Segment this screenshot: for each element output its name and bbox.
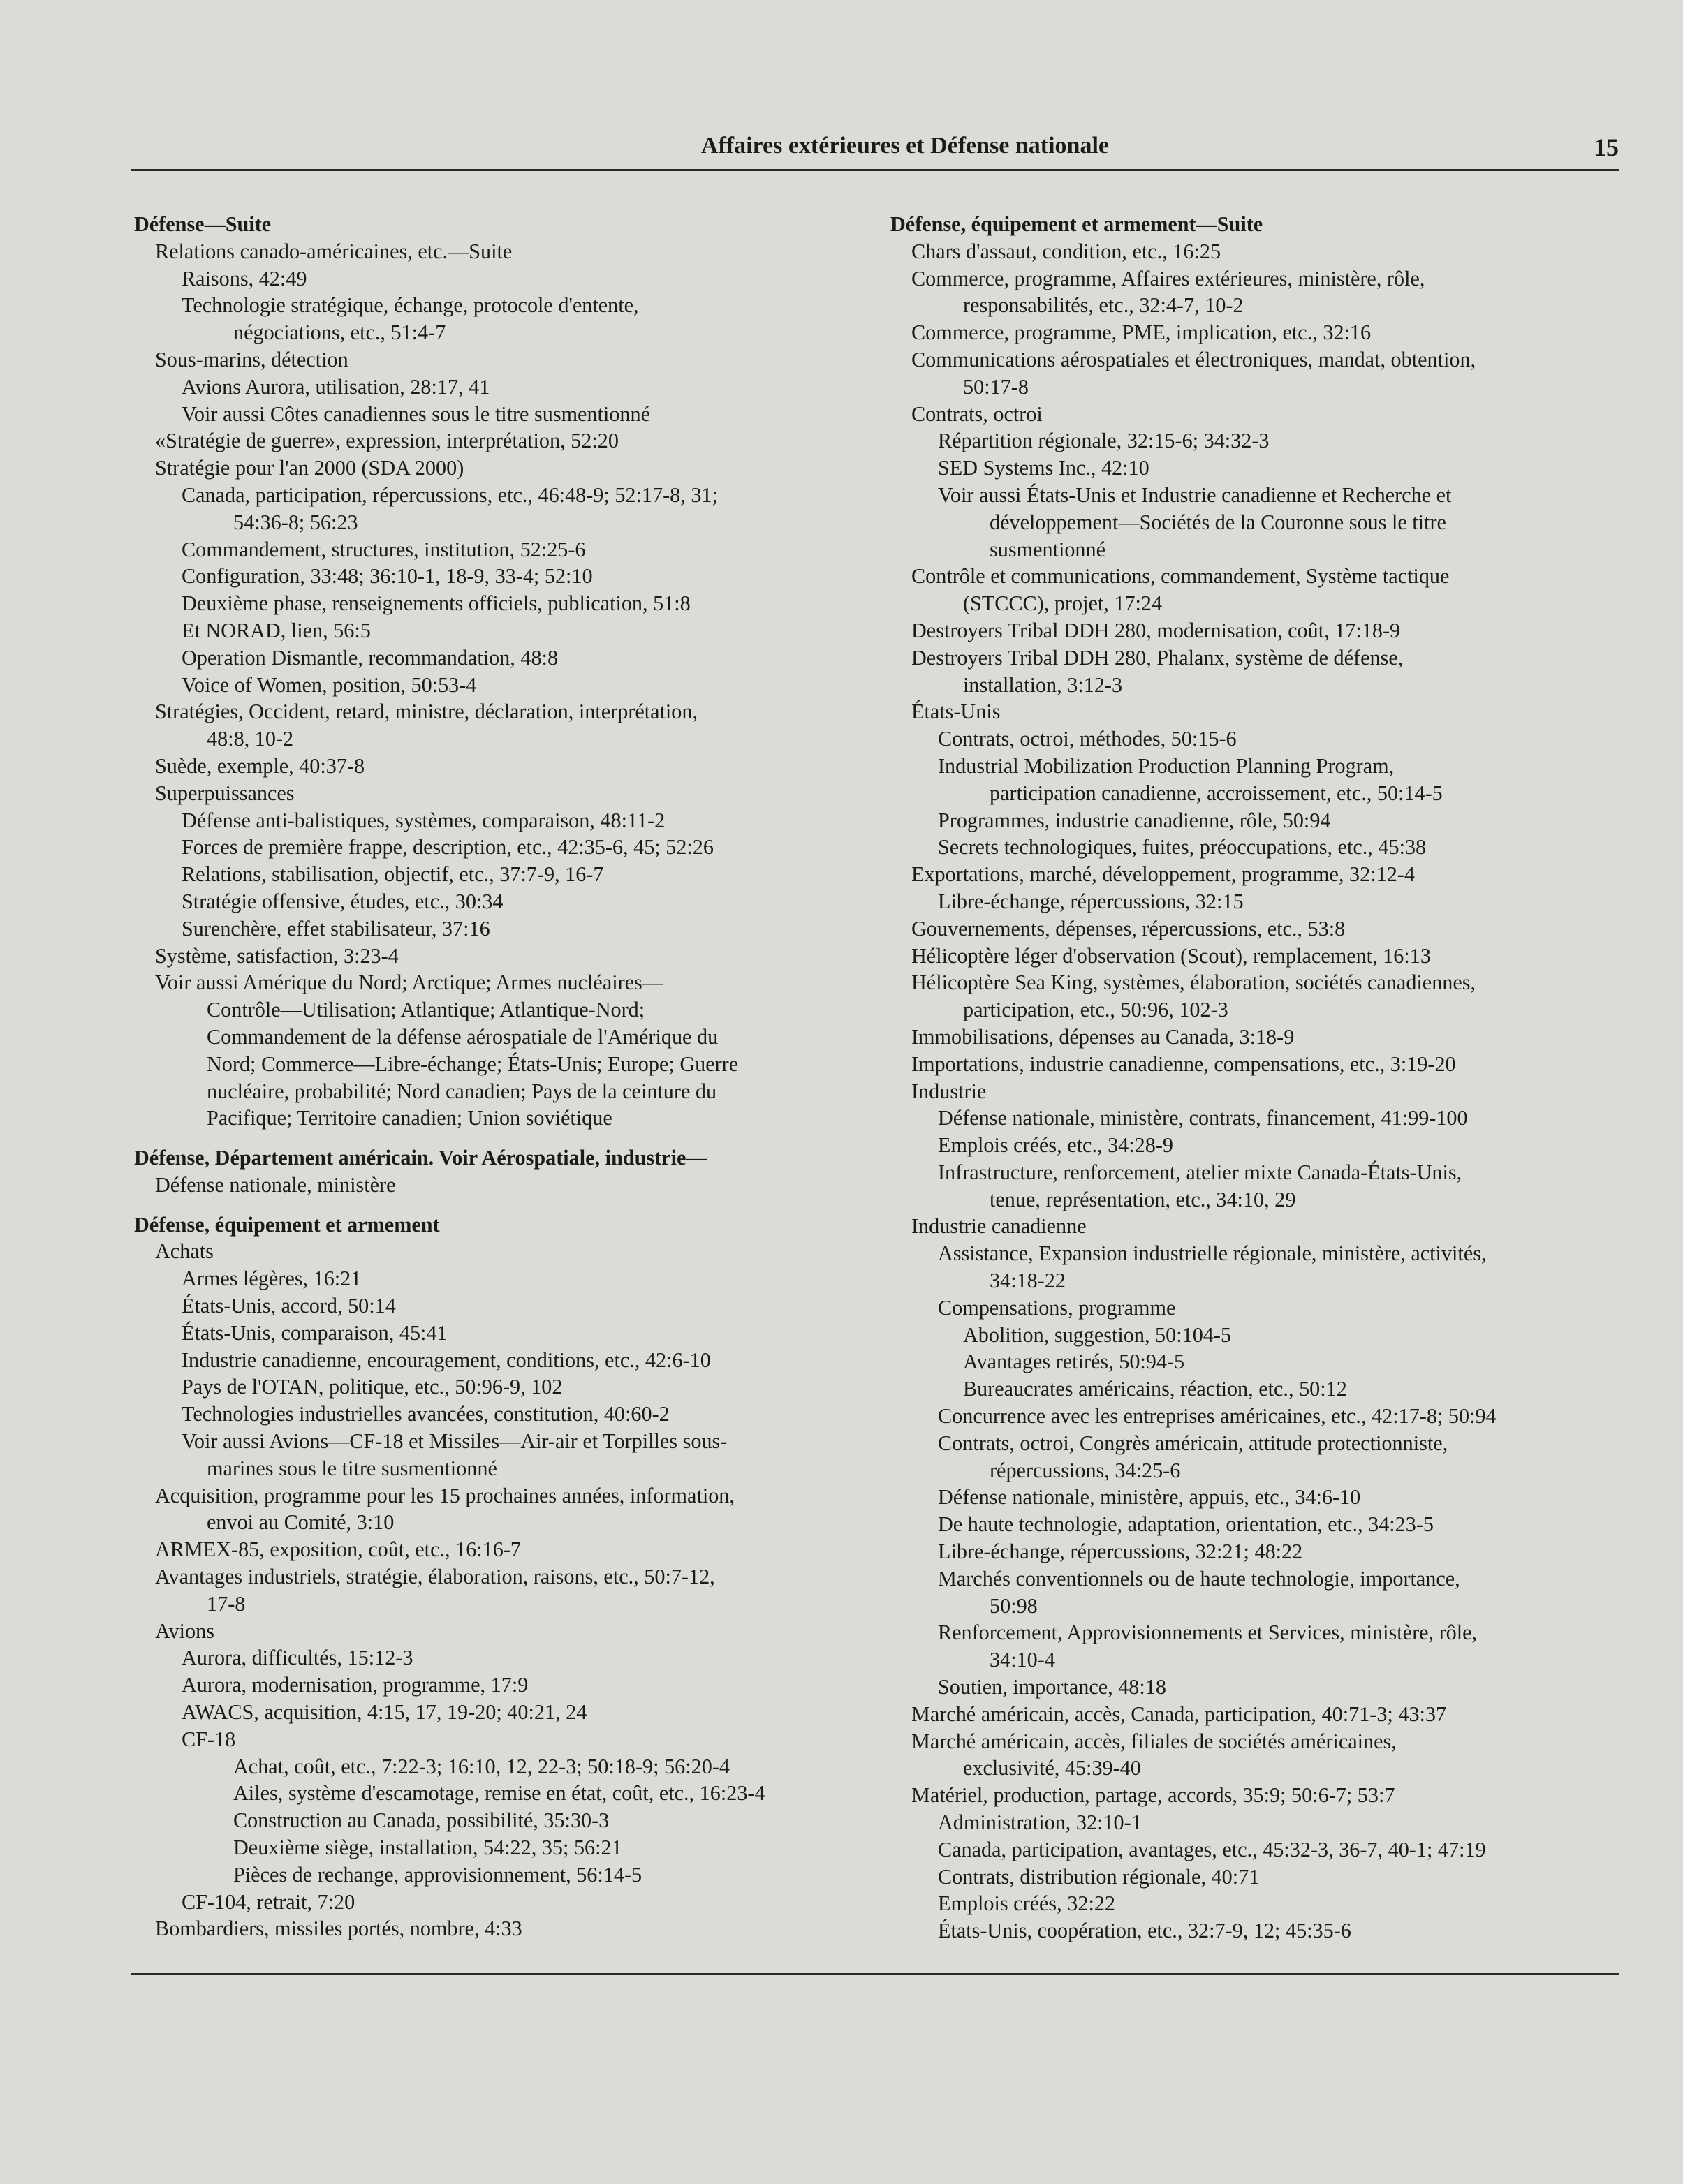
index-entry: Commerce, programme, PME, implication, etc., 32:16: [911, 320, 1372, 345]
index-entry: négociations, etc., 51:4-7: [233, 320, 446, 345]
index-entry: Relations, stabilisation, objectif, etc., 37:7-9, 16-7: [182, 862, 604, 887]
index-entry: installation, 3:12-3: [963, 672, 1123, 697]
index-entry: CF-18: [182, 1727, 236, 1751]
index-entry: 54:36-8; 56:23: [233, 510, 358, 534]
index-entry: Système, satisfaction, 3:23-4: [155, 943, 399, 968]
index-entry: responsabilités, etc., 32:4-7, 10-2: [963, 293, 1244, 318]
index-entry: Stratégie offensive, études, etc., 30:34: [182, 889, 504, 913]
index-entry: Répartition régionale, 32:15-6; 34:32-3: [938, 429, 1270, 453]
index-entry: répercussions, 34:25-6: [990, 1458, 1181, 1482]
index-entry: Voir aussi Côtes canadiennes sous le titre susmentionné: [182, 401, 651, 426]
index-entry: États-Unis, comparaison, 45:41: [182, 1320, 448, 1345]
index-entry: Contrôle et communications, commandement, Système tactique: [911, 564, 1450, 589]
index-entry: Industrie canadienne, encouragement, conditions, etc., 42:6-10: [182, 1348, 711, 1372]
index-entry: Deuxième siège, installation, 54:22, 35; 56:21: [233, 1836, 622, 1860]
index-column-left: [134, 211, 888, 1942]
index-entry: Industrie canadienne: [911, 1214, 1087, 1239]
index-entry: Destroyers Tribal DDH 280, Phalanx, système de défense,: [911, 645, 1404, 670]
index-entry: Communications aérospatiales et électroniques, mandat, obtention,: [911, 347, 1476, 371]
index-entry: Contrôle—Utilisation; Atlantique; Atlantique-Nord;: [207, 998, 645, 1022]
index-entry: Administration, 32:10-1: [938, 1810, 1142, 1835]
index-entry: Importations, industrie canadienne, compensations, etc., 3:19-20: [911, 1052, 1456, 1076]
index-entry: Achats: [155, 1239, 214, 1264]
index-entry: États-Unis, accord, 50:14: [182, 1294, 396, 1318]
index-entry: Concurrence avec les entreprises américaines, etc., 42:17-8; 50:94: [938, 1404, 1497, 1429]
index-entry: Avantages retirés, 50:94-5: [963, 1350, 1185, 1374]
index-entry: Surenchère, effet stabilisateur, 37:16: [182, 916, 490, 940]
index-entry: Forces de première frappe, description, etc., 42:35-6, 45; 52:26: [182, 835, 714, 859]
index-entry: Hélicoptère Sea King, systèmes, élaboration, sociétés canadiennes,: [911, 971, 1476, 995]
index-entry: tenue, représentation, etc., 34:10, 29: [990, 1187, 1296, 1211]
index-entry: Commandement de la défense aérospatiale de l'Amérique du: [207, 1024, 719, 1049]
index-entry: Programmes, industrie canadienne, rôle, 50:94: [938, 808, 1331, 832]
index-entry: Gouvernements, dépenses, répercussions, etc., 53:8: [911, 916, 1346, 940]
index-entry: Canada, participation, avantages, etc., 45:32-3, 36-7, 40-1; 47:19: [938, 1837, 1486, 1861]
index-entry: susmentionné: [990, 537, 1106, 561]
index-entry: ARMEX-85, exposition, coût, etc., 16:16-7: [155, 1537, 522, 1562]
index-entry: Industrial Mobilization Production Planning Program,: [938, 753, 1395, 778]
index-entry: Raisons, 42:49: [182, 266, 307, 290]
index-entry: Emplois créés, 32:22: [938, 1891, 1116, 1916]
index-entry: 50:17-8: [963, 374, 1029, 399]
index-entry: Libre-échange, répercussions, 32:15: [938, 889, 1244, 913]
index-entry: Matériel, production, partage, accords, 35:9; 50:6-7; 53:7: [911, 1783, 1395, 1808]
index-entry: Bureaucrates américains, réaction, etc., 50:12: [963, 1377, 1347, 1401]
index-entry: Et NORAD, lien, 56:5: [182, 618, 371, 642]
index-entry: Configuration, 33:48; 36:10-1, 18-9, 33-4; 52:10: [182, 564, 593, 589]
index-entry: Pays de l'OTAN, politique, etc., 50:96-9, 102: [182, 1375, 563, 1399]
index-entry: Marché américain, accès, filiales de sociétés américaines,: [911, 1729, 1397, 1753]
index-entry: Operation Dismantle, recommandation, 48:8: [182, 645, 559, 670]
index-entry: Avions: [155, 1618, 214, 1643]
index-entry: Suède, exemple, 40:37-8: [155, 753, 365, 778]
index-entry: Avions Aurora, utilisation, 28:17, 41: [182, 374, 490, 399]
index-entry: Sous-marins, détection: [155, 347, 348, 371]
index-entry: Contrats, octroi: [911, 401, 1043, 426]
index-entry: Industrie: [911, 1079, 987, 1103]
page-title: Affaires extérieures et Défense nationale: [700, 133, 1109, 158]
index-entry: Marchés conventionnels ou de haute technologie, importance,: [938, 1566, 1460, 1591]
index-entry: Contrats, distribution régionale, 40:71: [938, 1864, 1260, 1889]
index-entry: Canada, participation, répercussions, etc., 46:48-9; 52:17-8, 31;: [182, 482, 718, 507]
index-entry: Achat, coût, etc., 7:22-3; 16:10, 12, 22-3; 50:18-9; 56:20-4: [233, 1754, 730, 1778]
index-entry: participation, etc., 50:96, 102-3: [963, 998, 1228, 1022]
index-entry: Nord; Commerce—Libre-échange; États-Unis; Europe; Guerre: [207, 1052, 739, 1076]
index-entry: Voir aussi États-Unis et Industrie canadienne et Recherche et: [938, 482, 1452, 507]
index-entry: Voir aussi Amérique du Nord; Arctique; Armes nucléaires—: [155, 971, 663, 995]
index-entry: Abolition, suggestion, 50:104-5: [963, 1322, 1232, 1347]
index-entry: Défense anti-balistiques, systèmes, comparaison, 48:11-2: [182, 808, 666, 832]
running-header: [131, 127, 1619, 171]
index-entry: Défense nationale, ministère, appuis, etc., 34:6-10: [938, 1485, 1361, 1510]
index-entry: Contrats, octroi, Congrès américain, attitude protectionniste,: [938, 1431, 1448, 1455]
index-entry: Commerce, programme, Affaires extérieures, ministère, rôle,: [911, 266, 1425, 290]
index-entry: 50:98: [990, 1593, 1038, 1618]
index-entry: Défense nationale, ministère, contrats, financement, 41:99-100: [938, 1106, 1468, 1130]
index-entry: envoi au Comité, 3:10: [207, 1510, 395, 1535]
index-entry: Pacifique; Territoire canadien; Union soviétique: [207, 1106, 612, 1130]
index-entry: Destroyers Tribal DDH 280, modernisation, coût, 17:18-9: [911, 618, 1401, 642]
index-entry: 48:8, 10-2: [207, 727, 294, 751]
index-entry: Aurora, difficultés, 15:12-3: [182, 1646, 413, 1670]
index-entry: États-Unis, coopération, etc., 32:7-9, 12; 45:35-6: [938, 1919, 1351, 1943]
index-entry: marines sous le titre susmentionné: [207, 1456, 497, 1480]
index-entry: «Stratégie de guerre», expression, interprétation, 52:20: [155, 429, 619, 453]
index-entry: 34:18-22: [990, 1269, 1066, 1293]
index-entry: Stratégies, Occident, retard, ministre, déclaration, interprétation,: [155, 700, 698, 724]
index-column-right: [890, 211, 1624, 1945]
index-entry: Contrats, octroi, méthodes, 50:15-6: [938, 727, 1237, 751]
index-entry: Technologies industrielles avancées, constitution, 40:60-2: [182, 1402, 670, 1426]
index-entry: exclusivité, 45:39-40: [963, 1756, 1141, 1780]
index-entry: (STCCC), projet, 17:24: [963, 591, 1163, 616]
index-entry: Hélicoptère léger d'observation (Scout), remplacement, 16:13: [911, 943, 1431, 968]
index-entry: Voir aussi Avions—CF-18 et Missiles—Air-air et Torpilles sous-: [182, 1429, 728, 1454]
index-entry: Voice of Women, position, 50:53-4: [182, 672, 477, 697]
index-heading: Défense—Suite: [134, 212, 272, 236]
index-entry: Emplois créés, etc., 34:28-9: [938, 1133, 1174, 1158]
index-entry: Bombardiers, missiles portés, nombre, 4:33: [155, 1917, 522, 1941]
index-entry: Construction au Canada, possibilité, 35:30-3: [233, 1808, 610, 1833]
index-entry: Soutien, importance, 48:18: [938, 1675, 1166, 1699]
index-entry: Exportations, marché, développement, programme, 32:12-4: [911, 862, 1415, 887]
index-heading: Défense, équipement et armement—Suite: [890, 212, 1263, 236]
page-number: 15: [1594, 133, 1619, 161]
index-entry: Relations canado-américaines, etc.—Suite: [155, 239, 513, 263]
index-entry: Acquisition, programme pour les 15 prochaines années, information,: [155, 1483, 735, 1507]
index-entry: Superpuissances: [155, 781, 295, 805]
index-entry: 17-8: [207, 1591, 246, 1616]
index-entry: Avantages industriels, stratégie, élaboration, raisons, etc., 50:7-12,: [155, 1565, 715, 1589]
index-entry: Compensations, programme: [938, 1295, 1176, 1320]
index-entry: SED Systems Inc., 42:10: [938, 456, 1149, 480]
index-entry: Technologie stratégique, échange, protocole d'entente,: [182, 293, 639, 318]
index-entry: CF-104, retrait, 7:20: [182, 1889, 355, 1914]
index-entry: Libre-échange, répercussions, 32:21; 48:22: [938, 1540, 1303, 1564]
index-entry: AWACS, acquisition, 4:15, 17, 19-20; 40:21, 24: [182, 1700, 587, 1725]
index-entry: De haute technologie, adaptation, orientation, etc., 34:23-5: [938, 1512, 1434, 1537]
index-entry: Défense nationale, ministère: [155, 1172, 396, 1197]
index-entry: 34:10-4: [990, 1648, 1055, 1672]
index-entry: Renforcement, Approvisionnements et Services, ministère, rôle,: [938, 1621, 1478, 1645]
index-entry: Infrastructure, renforcement, atelier mixte Canada-États-Unis,: [938, 1160, 1462, 1184]
bottom-rule: [131, 1973, 1619, 1975]
index-heading: Défense, Département américain. Voir Aérospatiale, industrie—: [134, 1146, 707, 1170]
index-entry: Armes légères, 16:21: [182, 1267, 362, 1291]
index-entry: Deuxième phase, renseignements officiels, publication, 51:8: [182, 591, 691, 616]
index-entry: Secrets technologiques, fuites, préoccupations, etc., 45:38: [938, 835, 1427, 859]
index-heading: Défense, équipement et armement: [134, 1212, 440, 1237]
index-entry: Chars d'assaut, condition, etc., 16:25: [911, 239, 1221, 263]
index-entry: nucléaire, probabilité; Nord canadien; Pays de la ceinture du: [207, 1079, 717, 1103]
index-entry: Marché américain, accès, Canada, participation, 40:71-3; 43:37: [911, 1702, 1447, 1726]
index-entry: États-Unis: [911, 700, 1001, 724]
index-entry: Immobilisations, dépenses au Canada, 3:18-9: [911, 1024, 1295, 1049]
index-entry: Commandement, structures, institution, 52:25-6: [182, 537, 586, 561]
index-entry: Aurora, modernisation, programme, 17:9: [182, 1673, 529, 1697]
index-entry: Assistance, Expansion industrielle régionale, ministère, activités,: [938, 1241, 1487, 1266]
index-entry: Stratégie pour l'an 2000 (SDA 2000): [155, 456, 464, 480]
index-entry: participation canadienne, accroissement, etc., 50:14-5: [990, 781, 1443, 805]
index-entry: Ailes, système d'escamotage, remise en état, coût, etc., 16:23-4: [233, 1781, 765, 1806]
index-entry: Pièces de rechange, approvisionnement, 56:14-5: [233, 1862, 642, 1887]
index-entry: développement—Sociétés de la Couronne sous le titre: [990, 510, 1446, 534]
